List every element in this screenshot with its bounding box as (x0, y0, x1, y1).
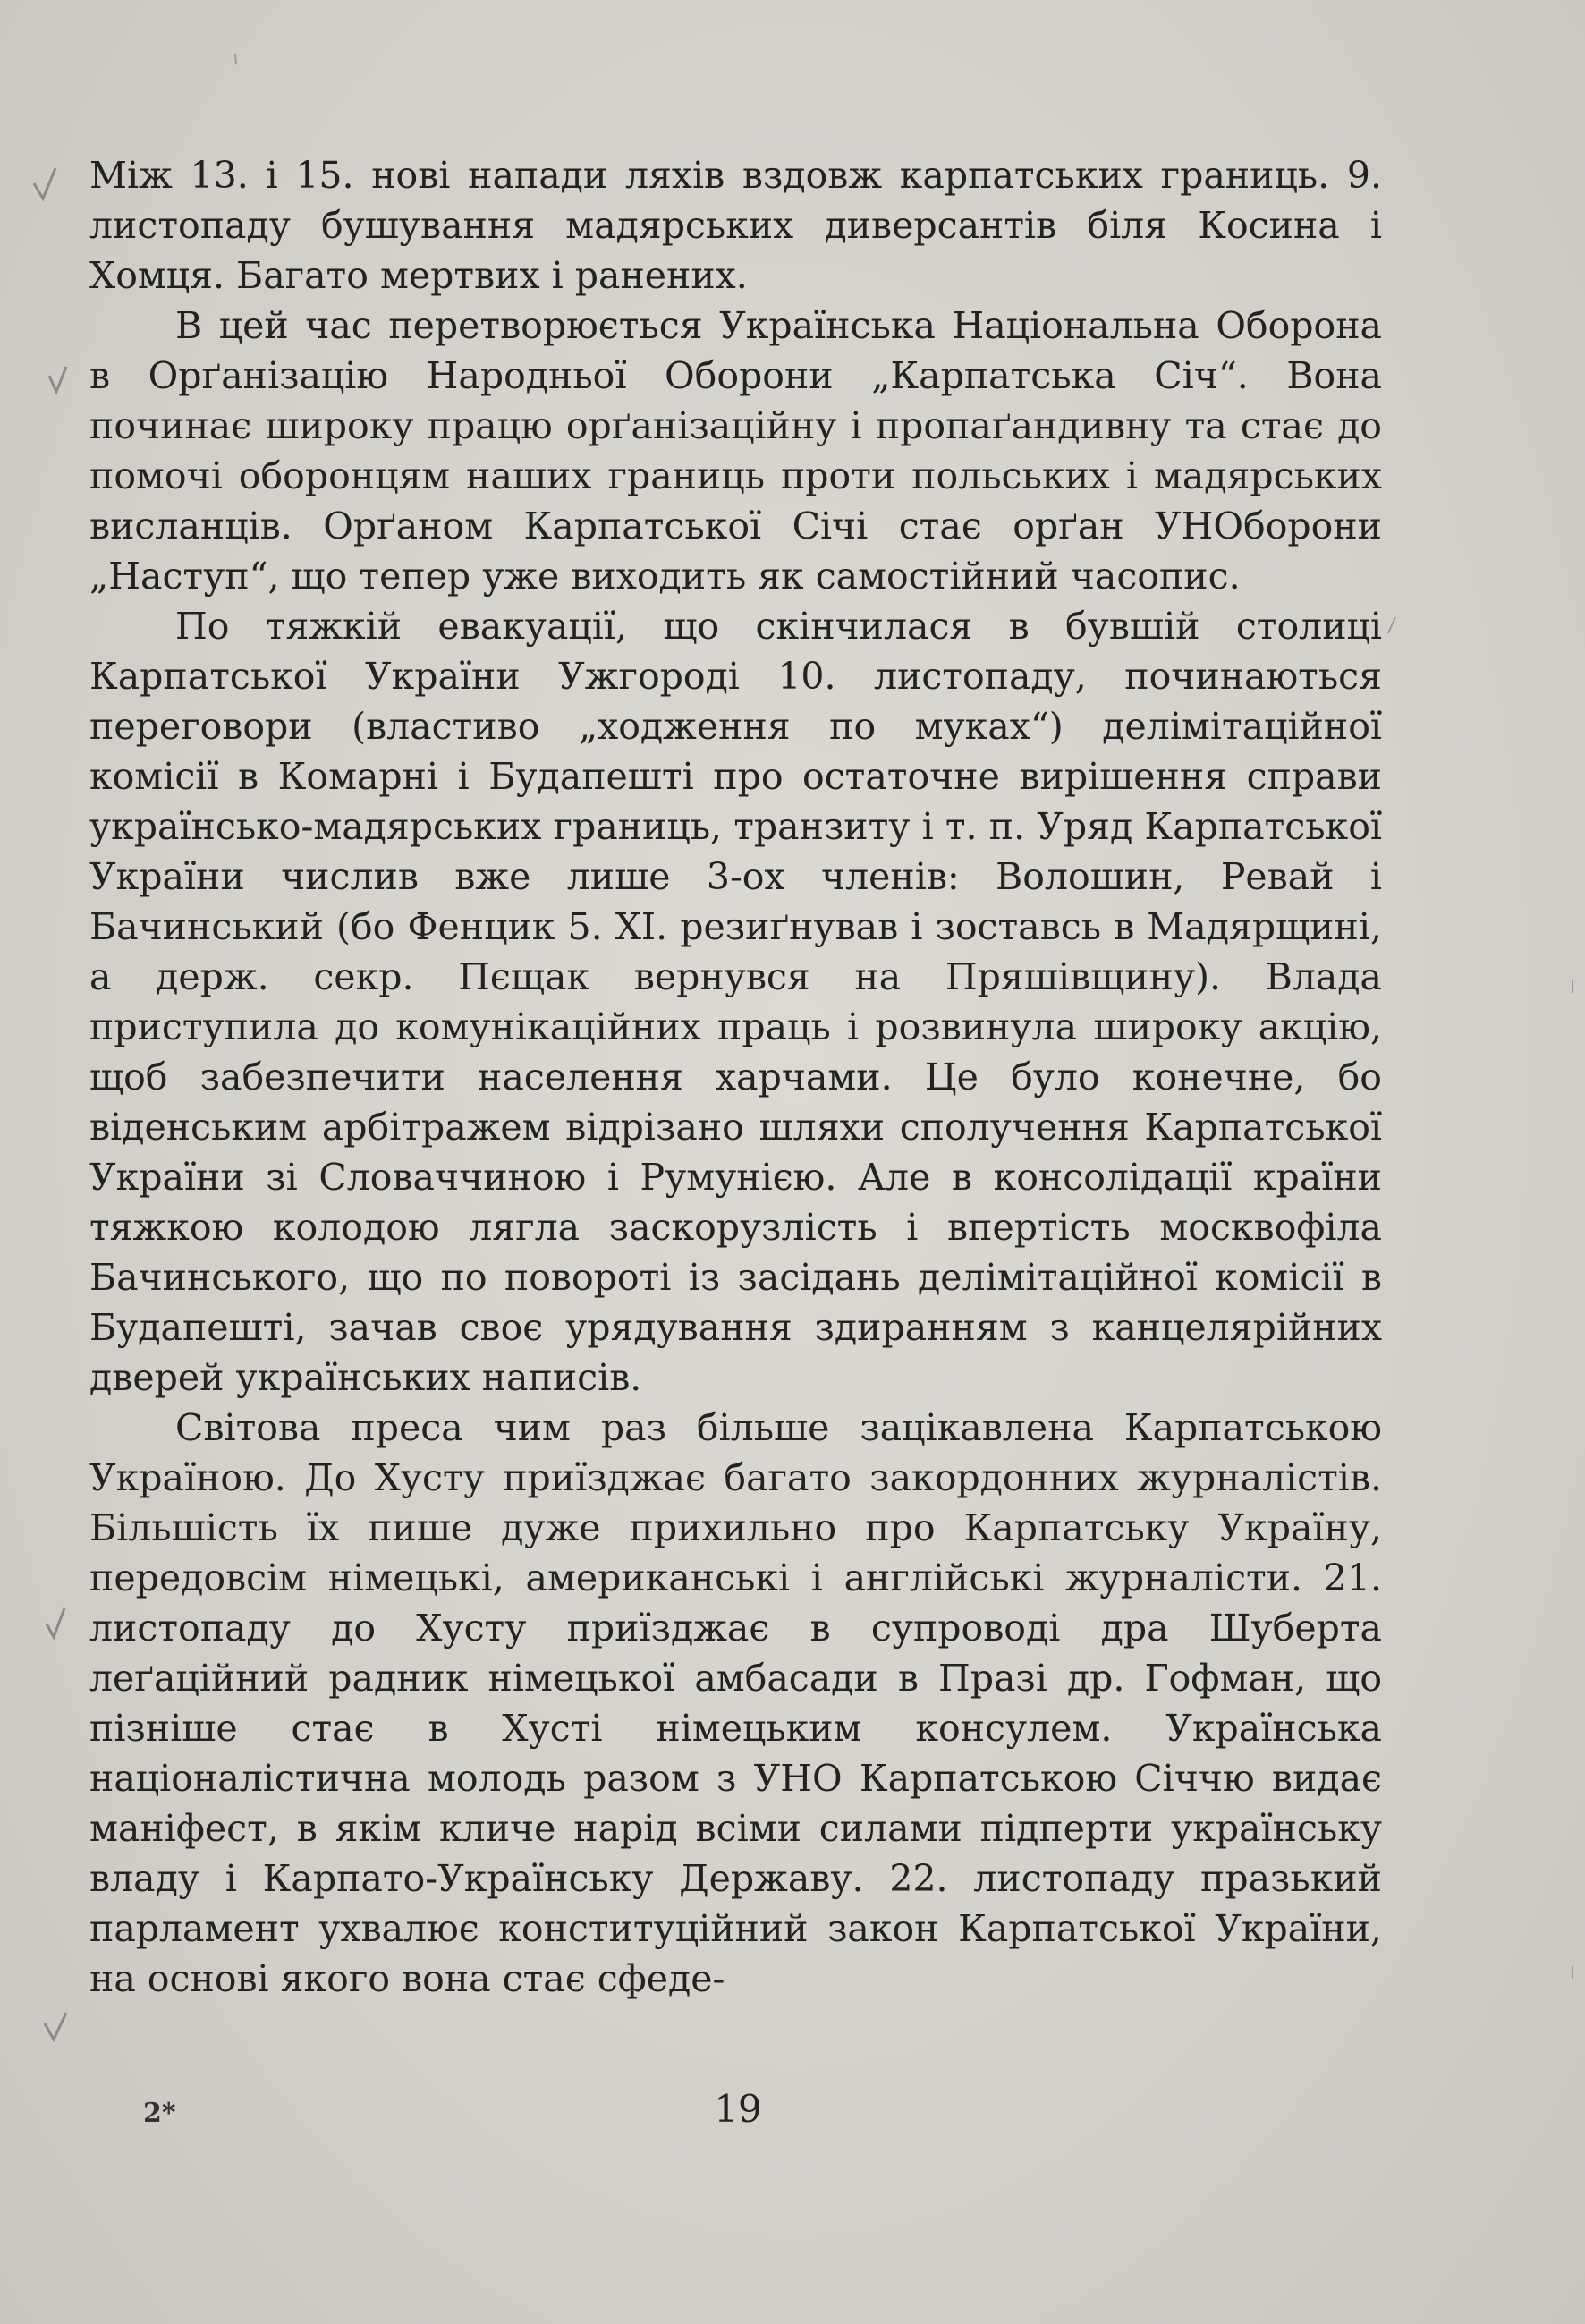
body-text (89, 150, 1382, 2004)
signature-mark: 2* (143, 2098, 176, 2129)
tick-mark-icon (1388, 617, 1395, 633)
paragraph-1: Між 13. і 15. нові напади ляхів вздовж карпатських границь. 9. листопаду бушування мадярських диверсантів біля Косина і Хомця. Багато мертвих і ранених. (89, 154, 1382, 297)
page-number: 19 (714, 2087, 762, 2131)
checkmark-2-icon (49, 367, 66, 392)
checkmark-4-icon (45, 2013, 66, 2040)
checkmark-1-icon (34, 168, 55, 199)
top-mark-icon (235, 54, 236, 64)
checkmark-3-icon (47, 1608, 64, 1637)
paragraph-2: В цей час перетворюється Українська Національна Оборона в Орґанізацію Народньої Оборони „Карпатська Січ“. Вона починає широку працю орґанізаційну і пропаґандивну та стає до помочі оборонцям наших границь проти польських і мадярських висланців. Орґаном Карпатської Січі стає орґан УНОборони „Наступ“, що тепер уже виходить як самостійний часопис. (89, 304, 1382, 598)
paragraph-3: По тяжкій евакуації, що скінчилася в бувшій столиці Карпатської України Ужгороді 10. листопаду, починаються переговори (властиво „ходження по муках“) делімітаційної комісії в Комарні і Будапешті про остаточне вирішення справи українсько-мадярських границь, транзиту і т. п. Уряд Карпатської України числив вже лише 3-ох членів: Волошин, Ревай і Бачинський (бо Фенцик 5. XI. резиґнував і зоставсь в Мадярщині, а держ. секр. Пєщак вернувся на Пряшівщину). Влада приступила до комунікаційних праць і розвинула широку акцію, щоб забезпечити населення харчами. Це було конечне, бо віденським арбітражем відрізано шляхи сполучення Карпатської України зі Словаччиною і Румунією. Але в консолідації країни тяжкою колодою лягла заскорузлість і впертість москвофіла Бачинського, що по повороті із засідань делімітаційної комісії в Будапешті, зачав своє урядування здиранням з канцелярійних дверей українських написів. (89, 605, 1382, 1399)
paragraph-4: Світова преса чим раз більше зацікавлена Карпатською Україною. До Хусту приїзджає багато закордонних журналістів. Більшість їх пише дуже прихильно про Карпатську Україну, передовсім німецькі, американські і англійські журналісти. 21. листопаду до Хусту приїзджає в супроводі дра Шуберта леґаційний радник німецької амбасади в Празі др. Гофман, що пізніше стає в Хусті німецьким консулем. Українська націоналістична молодь разом з УНО Карпатською Січчю видає маніфест, в якім кличе нарід всіми силами підперти українську владу і Карпато-Українську Державу. 22. листопаду празький парламент ухвалює конституційний закон Карпатської України, на основі якого вона стає сфеде- (89, 1406, 1382, 2000)
